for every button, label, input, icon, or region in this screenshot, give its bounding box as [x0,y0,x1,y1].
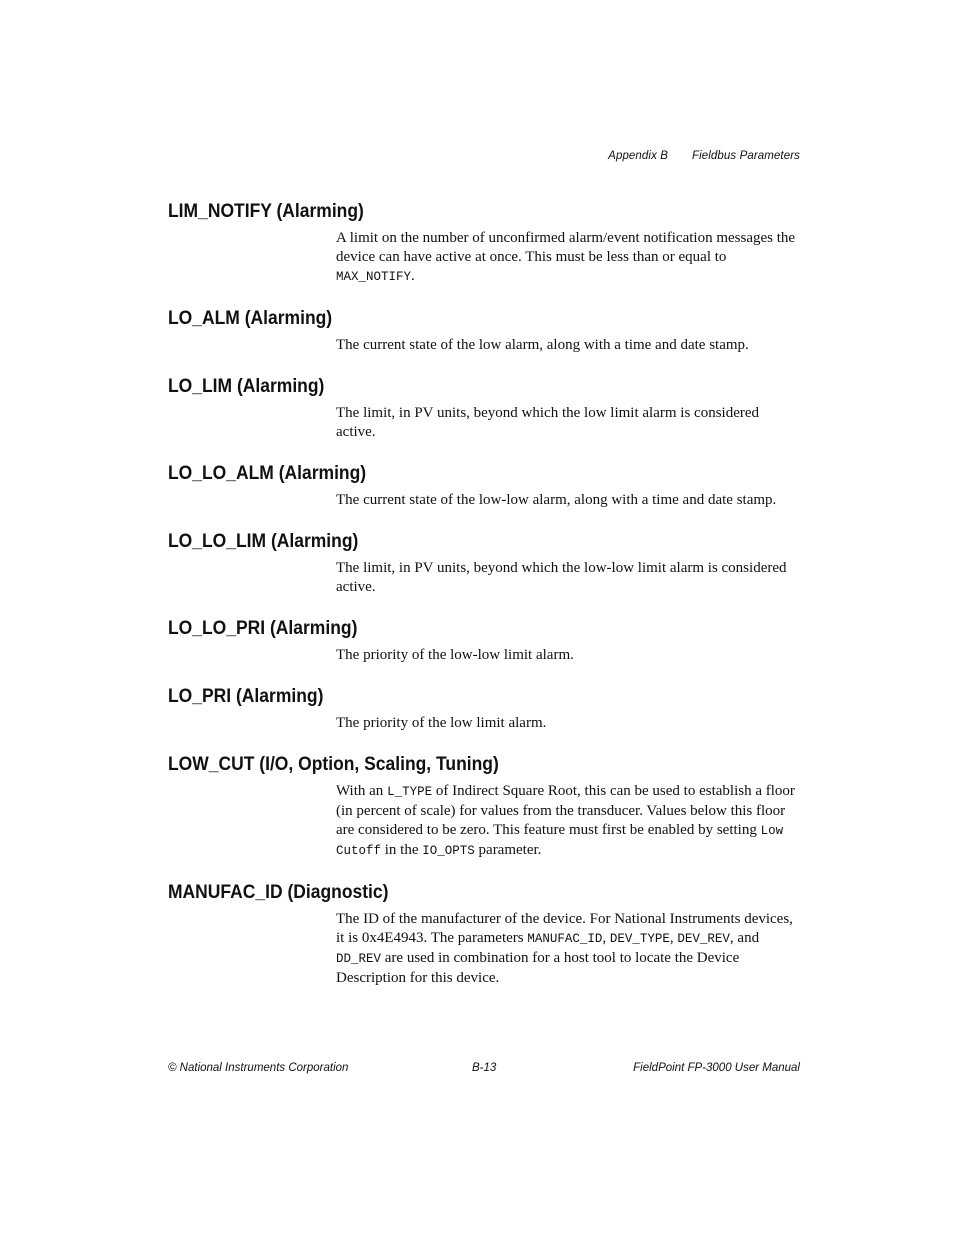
code-term: DD_REV [336,952,382,966]
parameter-description [336,782,802,861]
code-term: DEV_TYPE [609,932,670,946]
description-text: . [411,268,415,284]
parameter-entry [168,877,800,988]
parameter-entry [168,458,800,510]
footer-manual-title: FieldPoint FP-3000 User Manual [633,1062,800,1074]
description-text: The current state of the low-low alarm, along with a time and date stamp. [336,492,777,508]
parameter-description [336,491,802,510]
header-title: Fieldbus Parameters [692,150,800,162]
footer-copyright: © National Instruments Corporation [168,1062,349,1074]
description-text: The ID of the manufacturer of the device. For National Instruments devices, it is 0x4E4943. The parameters [336,911,793,946]
description-text: in the [381,842,423,858]
parameter-entry [168,613,800,665]
parameter-title: LO_ALM (Alarming) [168,308,333,329]
parameter-title: LO_LO_ALM (Alarming) [168,463,367,484]
page-number: B-13 [472,1062,497,1074]
parameter-description [336,336,802,355]
parameter-entry [168,371,800,442]
description-text: The limit, in PV units, beyond which the low limit alarm is considered active. [336,405,760,440]
parameter-title: LO_LIM (Alarming) [168,376,325,397]
parameter-title: LIM_NOTIFY (Alarming) [168,201,364,222]
parameter-description [336,229,802,287]
parameter-title: LO_LO_PRI (Alarming) [168,618,358,639]
description-text: parameter. [474,842,542,858]
description-text: The limit, in PV units, beyond which the low-low limit alarm is considered active. [336,560,787,595]
parameter-title: LO_PRI (Alarming) [168,686,324,707]
running-header [608,150,800,162]
parameter-entry [168,681,800,733]
code-term: Low Cutoff [336,824,784,858]
description-text: of Indirect Square Root, this can be used to establish a floor (in percent of scale) for values from the transducer. Values below this floor are considered to be zero. This feature must first be enabled by setting [336,783,795,838]
parameter-entry [168,526,800,597]
code-term: DEV_REV [677,932,730,946]
code-term: L_TYPE [387,785,433,799]
description-text: are used in combination for a host tool to locate the Device Description for this device. [336,950,740,986]
parameter-title: LOW_CUT (I/O, Option, Scaling, Tuning) [168,754,499,775]
description-text: The priority of the low limit alarm. [336,715,547,731]
parameter-description [336,559,802,597]
parameter-title: LO_LO_LIM (Alarming) [168,531,359,552]
parameter-title: MANUFAC_ID (Diagnostic) [168,882,389,903]
header-section: Appendix B [608,150,668,162]
parameter-description [336,910,802,988]
description-text: The current state of the low alarm, along with a time and date stamp. [336,337,749,353]
description-text: , and [729,930,760,946]
parameter-entry [168,749,800,861]
description-text: With an [336,783,388,799]
description-text: The priority of the low-low limit alarm. [336,647,574,663]
code-term: IO_OPTS [422,844,475,858]
parameter-entry [168,196,800,287]
parameter-description [336,404,802,442]
code-term: MANUFAC_ID [527,932,603,946]
code-term: MAX_NOTIFY [336,270,412,284]
description-text: A limit on the number of unconfirmed alarm/event notification messages the device can have active at once. This must be less than or equal to [336,230,796,265]
parameter-description [336,646,802,665]
parameter-description [336,714,802,733]
description-text: , [602,930,610,946]
parameter-list [168,196,800,988]
description-text: , [669,930,678,946]
parameter-entry [168,303,800,355]
